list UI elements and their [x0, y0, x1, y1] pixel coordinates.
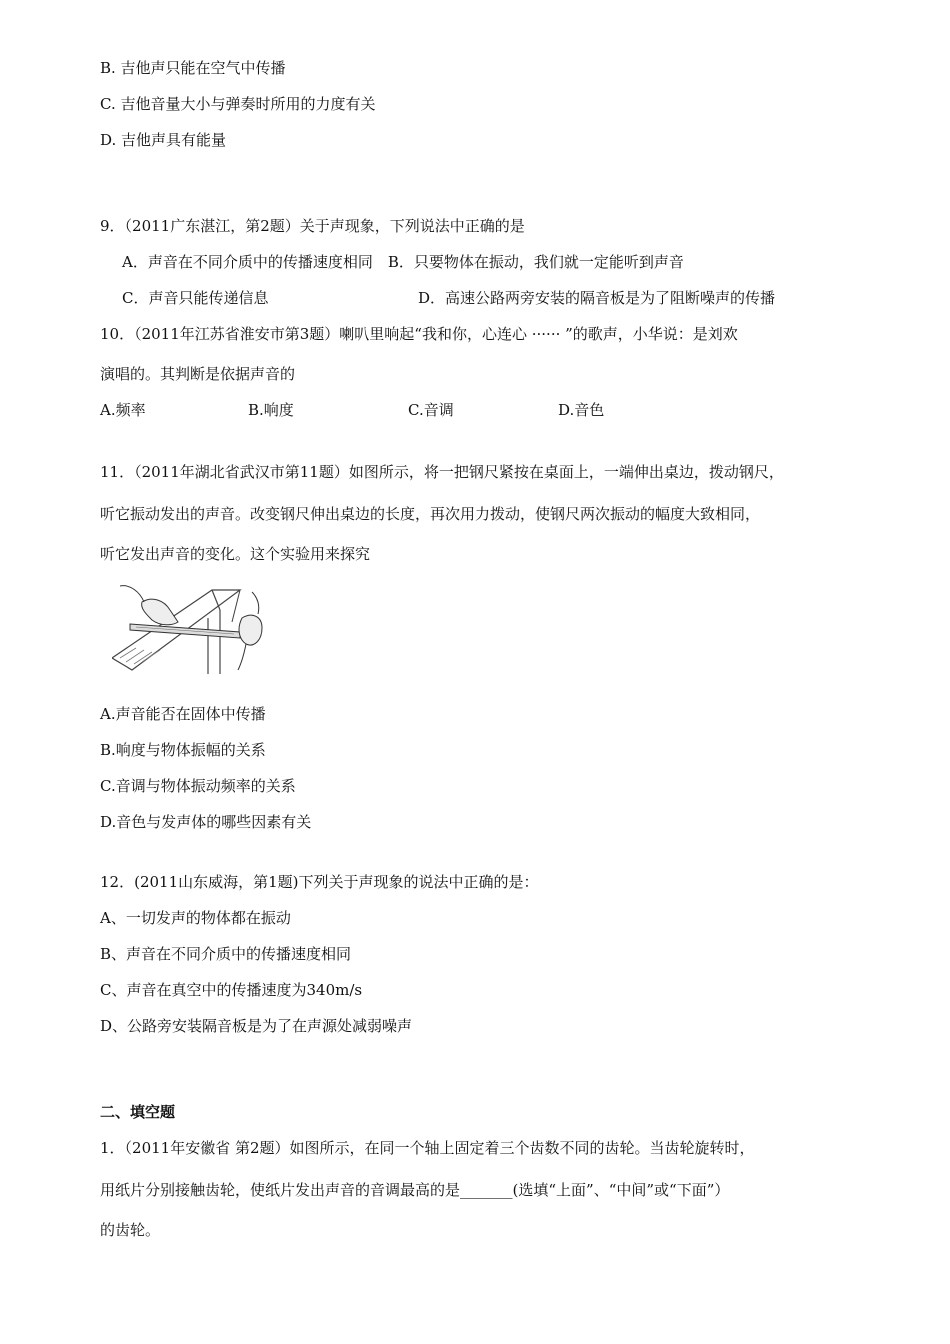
q11-option-d: D.音色与发声体的哪些因素有关: [100, 813, 312, 831]
q10-option-a: A.频率: [100, 401, 146, 419]
q12-option-b: B、声音在不同介质中的传播速度相同: [100, 945, 352, 963]
q11-stem-line3: 听它发出声音的变化。这个实验用来探究: [100, 545, 371, 563]
q9-option-c: C．声音只能传递信息: [122, 289, 269, 307]
q12-option-a: A、一切发声的物体都在振动: [100, 909, 291, 927]
s2-q1-line1: 1．（2011年安徽省 第2题）如图所示，在同一个轴上固定着三个齿数不同的齿轮。当齿轮旋转时，: [100, 1139, 755, 1157]
q8-option-c: C. 吉他音量大小与弹奏时所用的力度有关: [100, 95, 376, 113]
q10-stem-line1: 10．（2011年江苏省淮安市第3题）喇叭里响起“我和你，心连心 ······ ”的歌声，小华说：是刘欢: [100, 325, 738, 343]
q8-option-b: B. 吉他声只能在空气中传播: [100, 59, 286, 77]
s2-q1-line2: 用纸片分别接触齿轮，使纸片发出声音的音调最高的是_______(选填“上面”、“中间”或“下面”）: [100, 1181, 730, 1199]
q11-stem-line2: 听它振动发出的声音。改变钢尺伸出桌边的长度，再次用力拨动，使钢尺两次振动的幅度大致相同，: [100, 505, 761, 523]
q11-stem-line1: 11．（2011年湖北省武汉市第11题）如图所示，将一把钢尺紧按在桌面上，一端伸出桌边，拨动钢尺，: [100, 463, 784, 481]
q10-option-b: B.响度: [248, 401, 294, 419]
q10-option-d: D.音色: [558, 401, 605, 419]
q12-stem: 12．(2011山东威海，第1题)下列关于声现象的说法中正确的是：: [100, 873, 539, 891]
q9-option-d: D．高速公路两旁安装的隔音板是为了阻断噪声的传播: [418, 289, 776, 307]
q12-option-c: C、声音在真空中的传播速度为340m/s: [100, 981, 363, 999]
section-heading-fill-blank: 二、填空题: [100, 1103, 176, 1121]
q11-option-a: A.声音能否在固体中传播: [100, 705, 266, 723]
q12-option-d: D、公路旁安装隔音板是为了在声源处减弱噪声: [100, 1017, 413, 1035]
q11-option-b: B.响度与物体振幅的关系: [100, 741, 266, 759]
q9-stem: 9．（2011广东湛江，第2题）关于声现象，下列说法中正确的是: [100, 217, 525, 235]
q9-options-row1: A．声音在不同介质中的传播速度相同 B．只要物体在振动，我们就一定能听到声音: [122, 253, 684, 271]
q8-option-d: D. 吉他声具有能量: [100, 131, 227, 149]
steel-ruler-figure: [112, 582, 264, 674]
q11-option-c: C.音调与物体振动频率的关系: [100, 777, 296, 795]
q10-stem-line2: 演唱的。其判断是依据声音的: [100, 365, 296, 383]
s2-q1-line3: 的齿轮。: [100, 1221, 161, 1239]
q10-option-c: C.音调: [408, 401, 454, 419]
